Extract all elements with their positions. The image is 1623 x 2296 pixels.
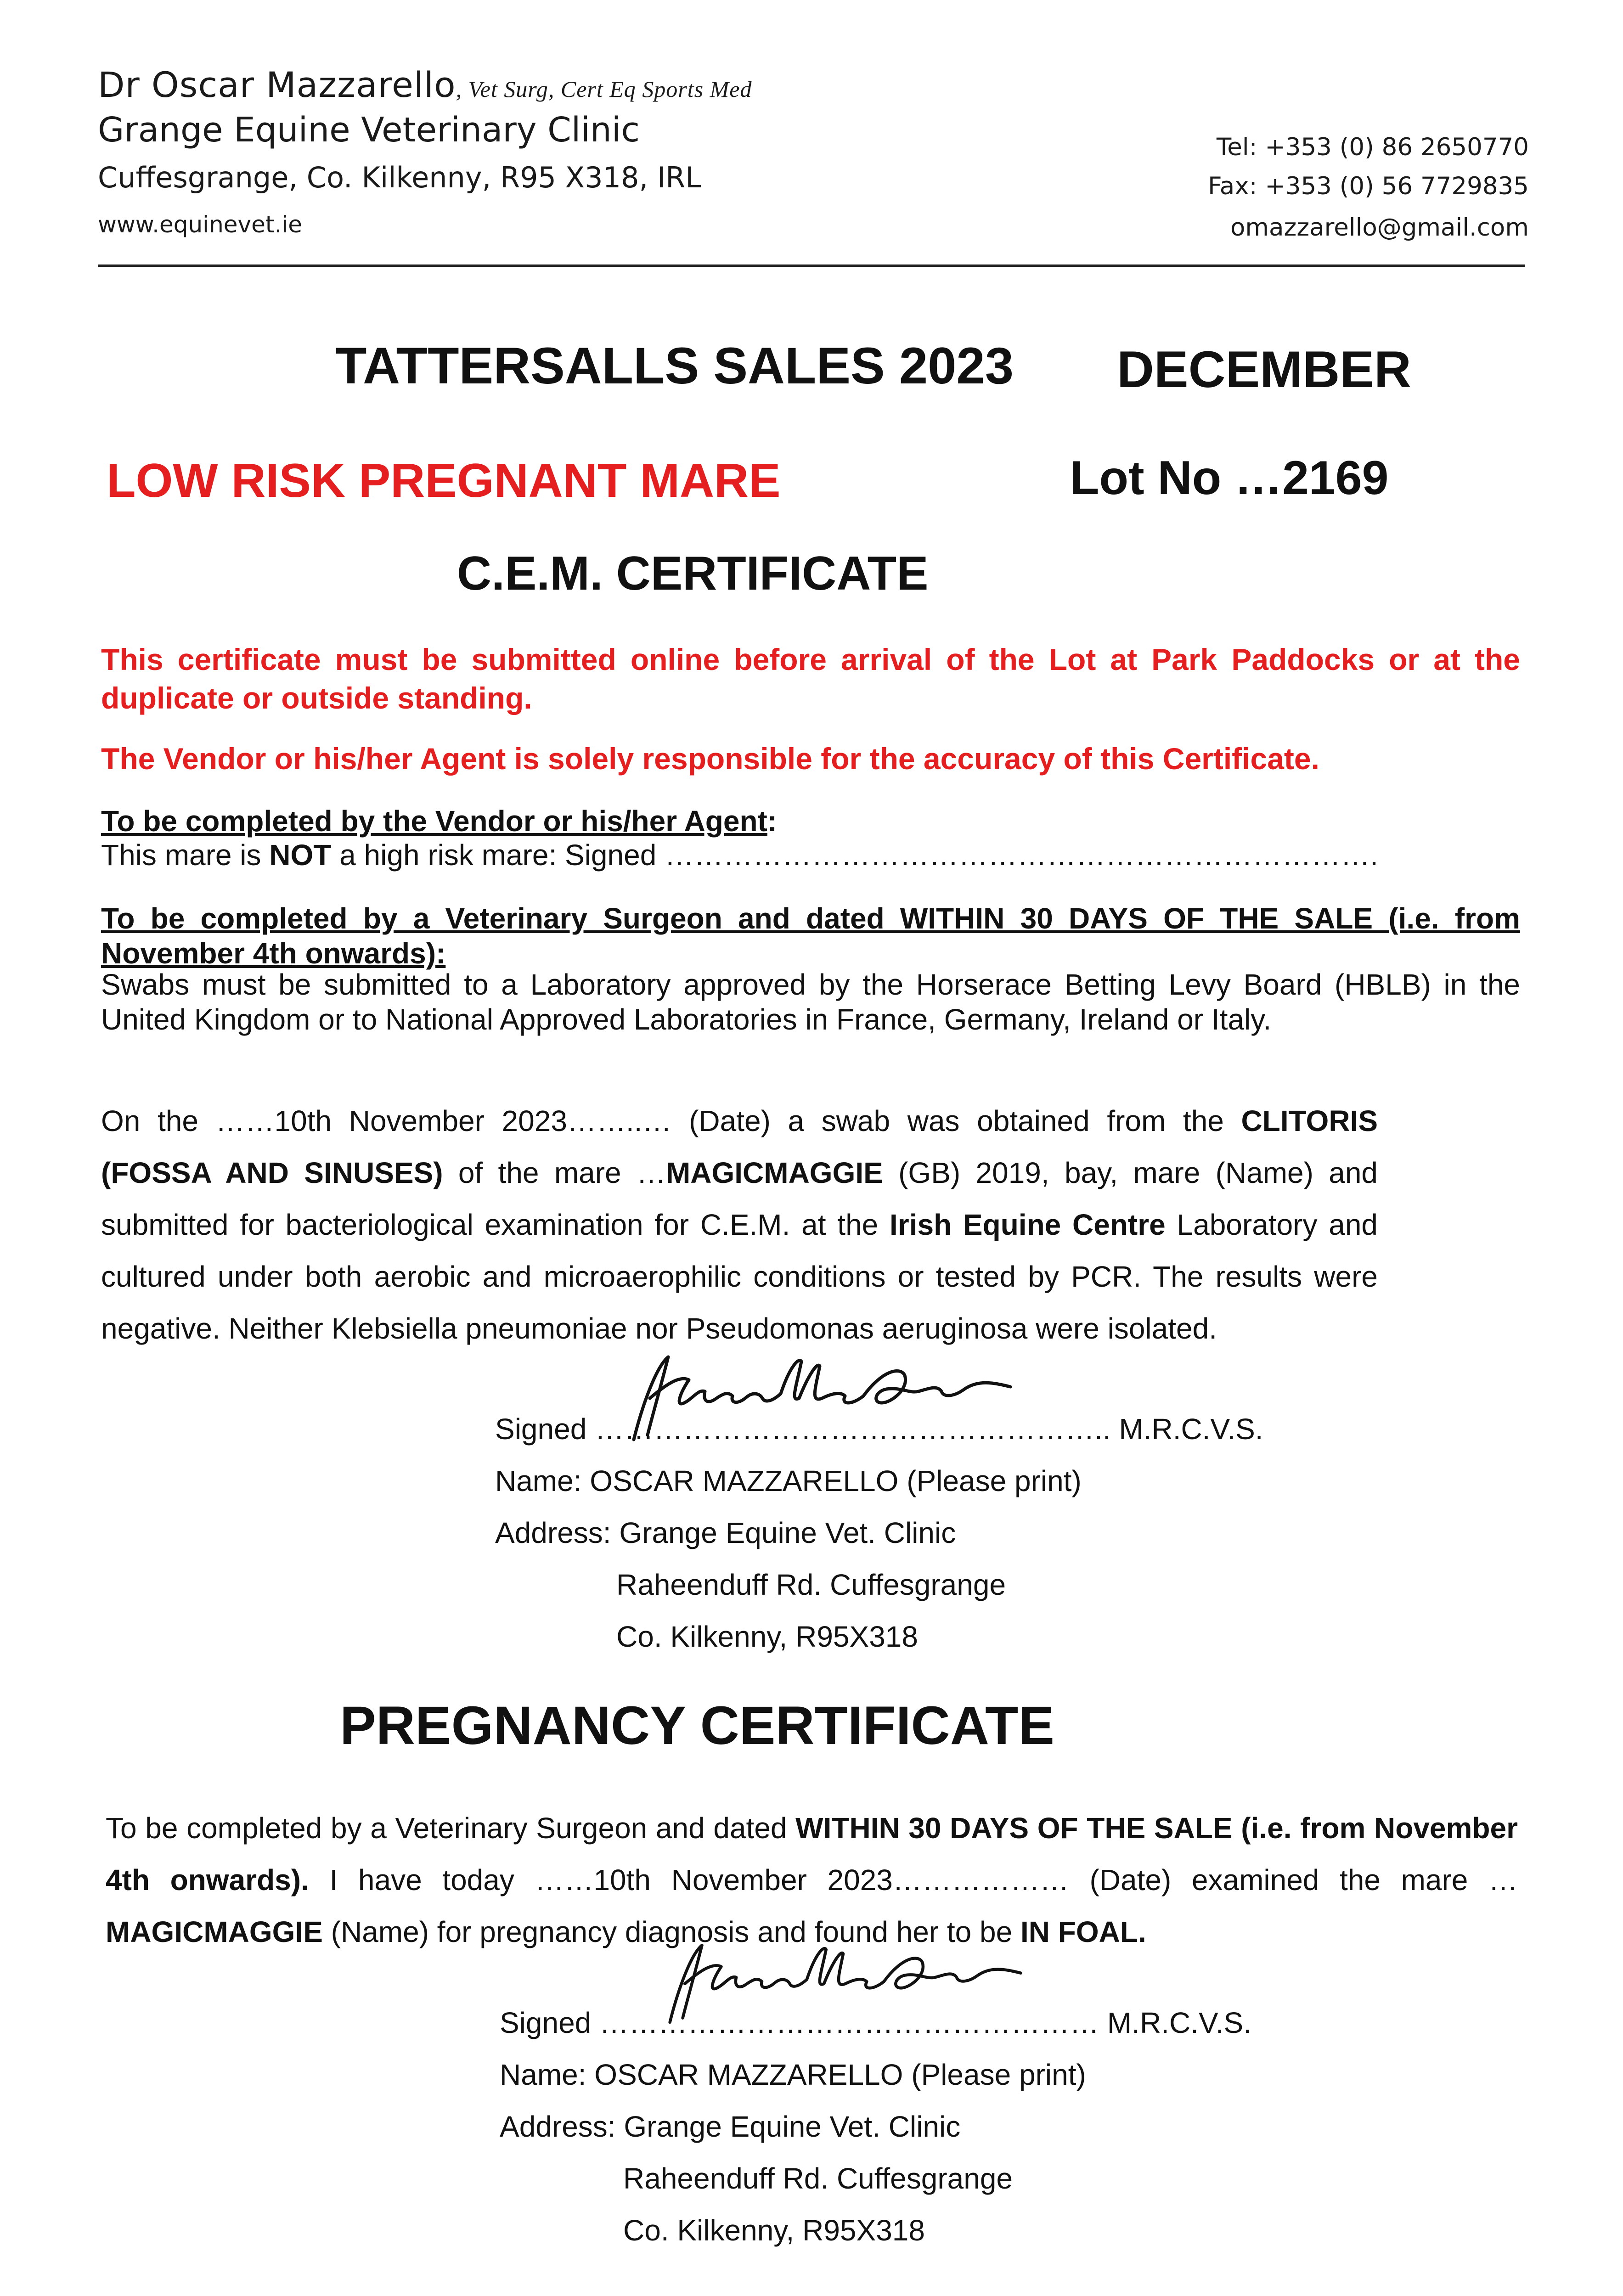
signature1-signed-line: Signed …………………………………………….. M.R.C.V.S. xyxy=(495,1412,1263,1446)
clinic-website: www.equinevet.ie xyxy=(98,211,303,238)
sale-month: DECEMBER xyxy=(1117,341,1411,398)
pregnancy-certificate-title: PREGNANCY CERTIFICATE xyxy=(340,1695,1054,1756)
risk-category: LOW RISK PREGNANT MARE xyxy=(107,454,781,507)
vet-qualifications: , Vet Surg, Cert Eq Sports Med xyxy=(456,76,752,102)
responsibility-notice: The Vendor or his/her Agent is solely responsible for the accuracy of this Certificate. xyxy=(101,742,1319,776)
signature1-address-line3: Co. Kilkenny, R95X318 xyxy=(616,1620,918,1653)
clinic-fax: Fax: +353 (0) 56 7729835 xyxy=(1208,172,1529,200)
signature2-signed-line: Signed …………………………………………… M.R.C.V.S. xyxy=(500,2006,1251,2039)
pregnancy-paragraph: To be completed by a Veterinary Surgeon and dated WITHIN 30 DAYS OF THE SALE (i.e. from November 4th onwards). I have today ……10th November 2023……………… (Date) examined the mare …MAGICMAGGIE (Name) for pregnancy diagnosis and found her to be IN FOAL. xyxy=(106,1812,1518,1948)
clinic-email: omazzarello@gmail.com xyxy=(1230,214,1529,242)
submission-notice: This certificate must be submitted online before arrival of the Lot at Park Paddocks or at the duplicate or outside standing. xyxy=(101,642,1520,715)
lot-number: Lot No …2169 xyxy=(1070,451,1389,505)
clinic-name: Grange Equine Veterinary Clinic xyxy=(98,110,640,150)
signature2-name: Name: OSCAR MAZZARELLO (Please print) xyxy=(500,2058,1086,2091)
vendor-section-heading: To be completed by the Vendor or his/her Agent: xyxy=(101,805,778,838)
sale-title: TATTERSALLS SALES 2023 xyxy=(335,337,1014,394)
header-divider xyxy=(98,264,1525,267)
clinic-tel: Tel: +353 (0) 86 2650770 xyxy=(1216,133,1529,161)
swab-instructions: Swabs must be submitted to a Laboratory approved by the Horserace Betting Levy Board (HBLB) in the United Kingdom or to National Approved Laboratories in France, Germany, Ireland or Italy. xyxy=(101,968,1520,1036)
signature1-name: Name: OSCAR MAZZARELLO (Please print) xyxy=(495,1464,1082,1497)
vet-name: Dr Oscar Mazzarello, Vet Surg, Cert Eq Sports Med xyxy=(98,64,752,105)
cem-result-paragraph: On the ……10th November 2023……..… (Date) a swab was obtained from the CLITORIS (FOSSA AND SINUSES) of the mare …MAGICMAGGIE (GB) 2019, bay, mare (Name) and submitted for bacteriological examination for C.E.M. at the Irish Equine Centre Laboratory and cultured under both aerobic and microaerophilic conditions or tested by PCR. The results were negative. Neither Klebsiella pneumoniae nor Pseudomonas aeruginosa were isolated. xyxy=(101,1104,1378,1345)
signature2-address-line1: Address: Grange Equine Vet. Clinic xyxy=(500,2110,961,2143)
clinic-address: Cuffesgrange, Co. Kilkenny, R95 X318, IRL xyxy=(98,161,701,194)
signature1-address-line1: Address: Grange Equine Vet. Clinic xyxy=(495,1516,956,1549)
signature1-address-line2: Raheenduff Rd. Cuffesgrange xyxy=(616,1568,1006,1601)
vet-section-heading: To be completed by a Veterinary Surgeon and dated WITHIN 30 DAYS OF THE SALE (i.e. from November 4th onwards): xyxy=(101,902,1520,970)
vendor-declaration: This mare is NOT a high risk mare: Signed ………………………………………………………………. xyxy=(101,838,1378,872)
cem-certificate-title: C.E.M. CERTIFICATE xyxy=(457,547,929,600)
signature2-address-line2: Raheenduff Rd. Cuffesgrange xyxy=(623,2162,1013,2195)
signature2-address-line3: Co. Kilkenny, R95X318 xyxy=(623,2214,925,2247)
